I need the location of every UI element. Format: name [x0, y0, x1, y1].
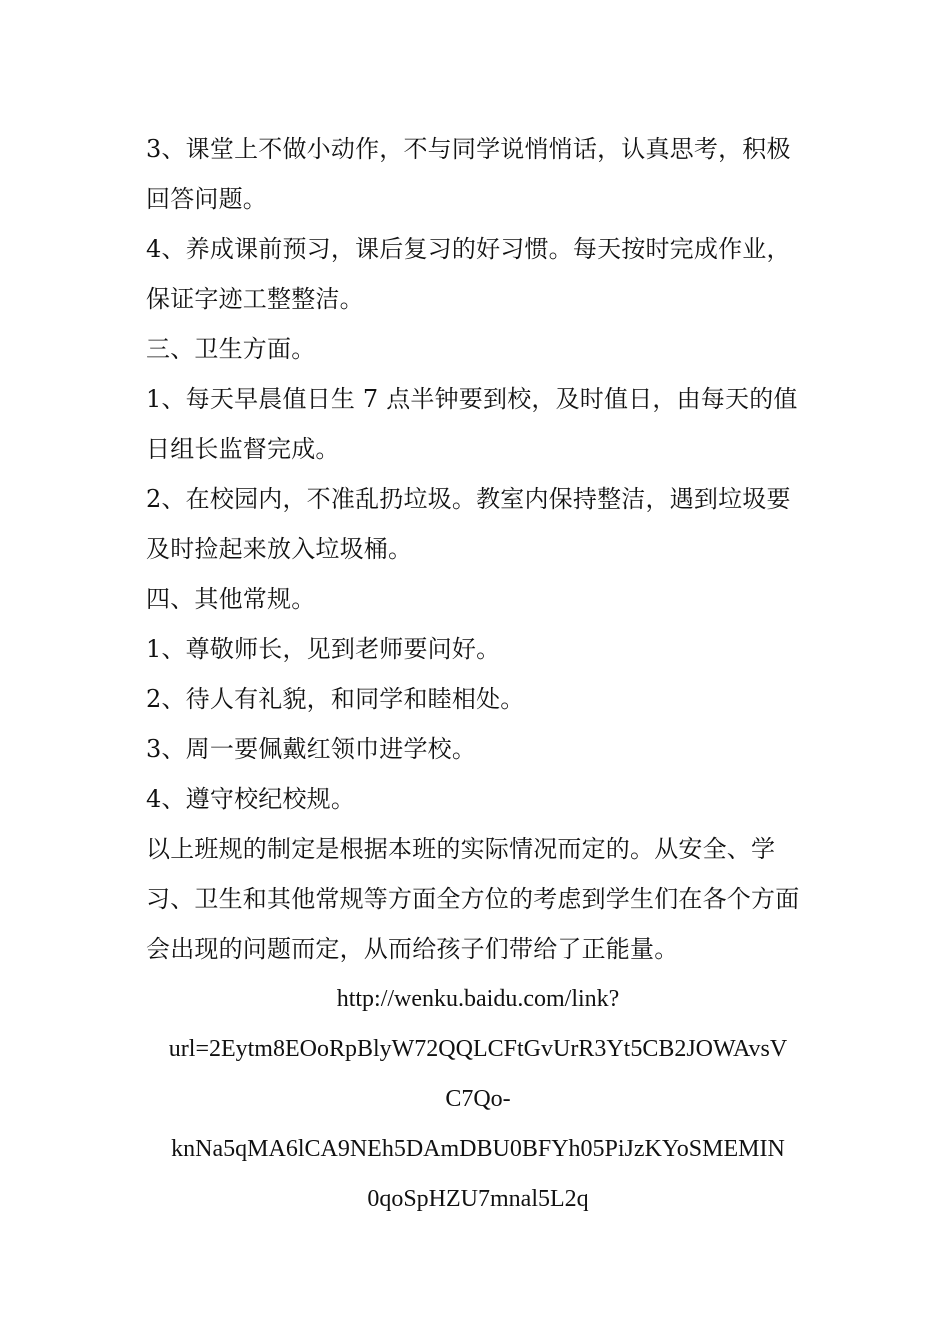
source-url-line-1[interactable]: http://wenku.baidu.com/link?: [336, 986, 620, 1012]
source-url-line-4[interactable]: knNa5qMA6lCA9NEh5DAmDBU0BFYh05PiJzKYoSMEMIN: [171, 1136, 785, 1162]
paragraph-other-rule-1: 1、尊敬师长，见到老师要问好。: [146, 635, 501, 663]
source-url-block[interactable]: [146, 974, 810, 1224]
section-heading-other-rules: 四、其他常规。: [146, 585, 316, 613]
paragraph-other-rule-3: 3、周一要佩戴红领巾进学校。: [146, 735, 477, 763]
document-body: [146, 124, 810, 1224]
paragraph-class-rule-3-attention: 3、课堂上不做小动作，不与同学说悄悄话，认真思考，积极回答问题。: [146, 135, 791, 213]
paragraph-other-rule-4: 4、遵守校纪校规。: [146, 785, 356, 813]
paragraph-class-rule-4-homework: 4、养成课前预习，课后复习的好习惯。每天按时完成作业，保证字迹工整整洁。: [146, 235, 791, 313]
paragraph-summary: 以上班规的制定是根据本班的实际情况而定的。从安全、学习、卫生和其他常规等方面全方位的考虑到学生们在各个方面会出现的问题而定，从而给孩子们带给了正能量。: [146, 835, 800, 963]
paragraph-hygiene-rule-2: 2、在校园内，不准乱扔垃圾。教室内保持整洁，遇到垃圾要及时捡起来放入垃圾桶。: [146, 485, 791, 563]
source-url-line-2[interactable]: url=2Eytm8EOoRpBlyW72QQLCFtGvUrR3Yt5CB2JOWAvsV: [168, 1036, 788, 1062]
paragraph-other-rule-2: 2、待人有礼貌，和同学和睦相处。: [146, 685, 525, 713]
paragraph-hygiene-rule-1: 1、每天早晨值日生 7 点半钟要到校，及时值日，由每天的值日组长监督完成。: [146, 385, 798, 463]
source-url-line-3[interactable]: C7Qo-: [445, 1086, 511, 1112]
section-heading-hygiene: 三、卫生方面。: [146, 335, 316, 363]
source-url-line-5[interactable]: 0qoSpHZU7mnal5L2q: [367, 1186, 589, 1212]
